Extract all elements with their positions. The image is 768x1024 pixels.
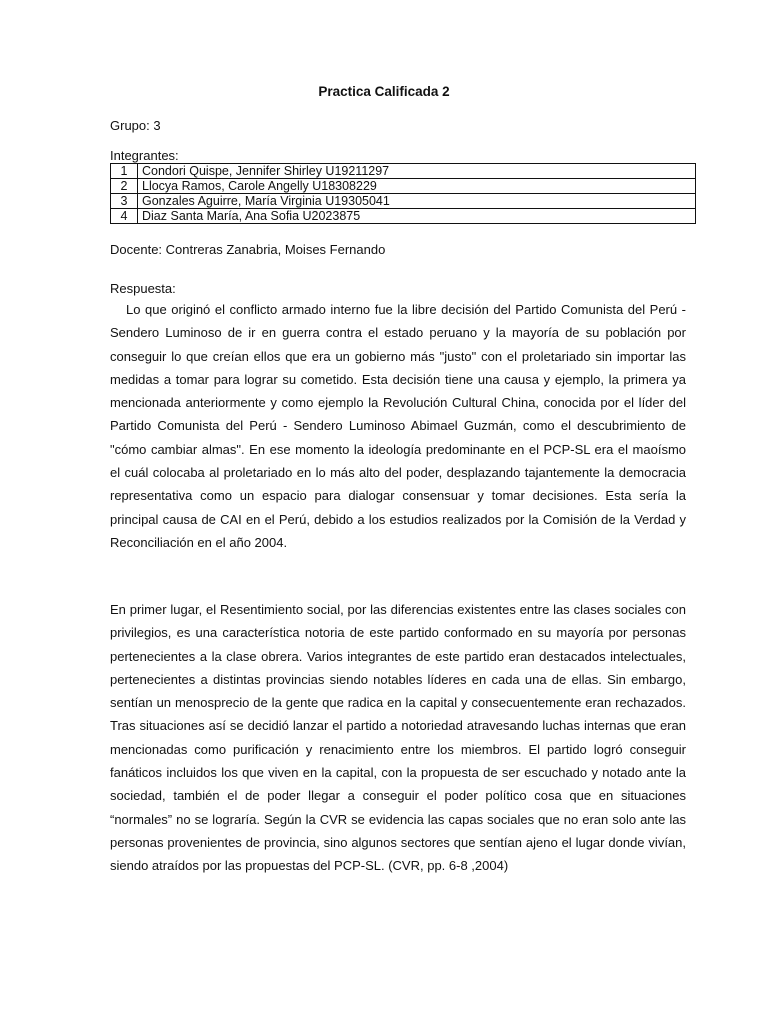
- table-row: [111, 209, 696, 224]
- member-number: 4: [111, 209, 138, 224]
- member-number: 1: [111, 164, 138, 179]
- document-title: Practica Calificada 2: [318, 84, 450, 99]
- table-row: [111, 194, 696, 209]
- answer-paragraph-1: Lo que originó el conflicto armado interno fue la libre decisión del Partido Comunista del Perú - Sendero Luminoso de ir en guerra contra el estado peruano y la mayoría de su población por conseguir lo que creían ellos que era un gobierno más "justo" con el proletariado sin importar las medidas a tomar para lograr su cometido. Esta decisión tiene una causa y ejemplo, la primera ya mencionada anteriormente y como ejemplo la Revolución Cultural China, conocida por el líder del Partido Comunista del Perú - Sendero Luminoso Abimael Guzmán, como el descubrimiento de "cómo cambiar almas". En ese momento la ideología predominante en el PCP-SL era el maoísmo el cuál colocaba al proletariado en lo más alto del poder, desplazando tajantemente la democracia representativa como un espacio para dialogar consensuar y tomar decisiones. Esta sería la principal causa de CAI en el Perú, debido a los estudios realizados por la Comisión de la Verdad y Reconciliación en el año 2004.: [110, 302, 686, 550]
- table-row: [111, 179, 696, 194]
- member-name: Llocya Ramos, Carole Angelly U18308229: [138, 179, 696, 194]
- member-name: Condori Quispe, Jennifer Shirley U19211297: [138, 164, 696, 179]
- member-name: Gonzales Aguirre, María Virginia U19305041: [138, 194, 696, 209]
- members-table: [110, 163, 696, 224]
- answer-label: Respuesta:: [110, 281, 176, 296]
- teacher-line: Docente: Contreras Zanabria, Moises Fernando: [110, 242, 386, 257]
- member-number: 2: [111, 179, 138, 194]
- table-row: [111, 164, 696, 179]
- member-number: 3: [111, 194, 138, 209]
- members-label: Integrantes:: [110, 148, 179, 163]
- member-name: Diaz Santa María, Ana Sofia U2023875: [138, 209, 696, 224]
- answer-paragraph-2: En primer lugar, el Resentimiento social, por las diferencias existentes entre las clases sociales con privilegios, es una característica notoria de este partido conformado en su mayoría por personas pertenecientes a la clase obrera. Varios integrantes de este partido eran destacados intelectuales, pertenecientes a distintas provincias siendo notables líderes en cada una de ellas. Sin embargo, sentían un menosprecio de la gente que radica en la capital y consecuentemente eran rechazados. Tras situaciones así se decidió lanzar el partido a notoriedad atravesando luchas internas que eran mencionadas como purificación y renacimiento entre los miembros. El partido logró conseguir fanáticos incluidos los que viven en la capital, con la propuesta de ser escuchado y notado ante la sociedad, también el de poder llegar a conseguir el poder político cosa que en situaciones “normales” no se lograría. Según la CVR se evidencia las capas sociales que no eran solo ante las personas provenientes de provincia, sino algunos sectores que sentían ajeno el lugar donde vivían, siendo atraídos por las propuestas del PCP-SL. (CVR, pp. 6-8 ,2004): [110, 602, 686, 874]
- group-line: Grupo: 3: [110, 118, 161, 133]
